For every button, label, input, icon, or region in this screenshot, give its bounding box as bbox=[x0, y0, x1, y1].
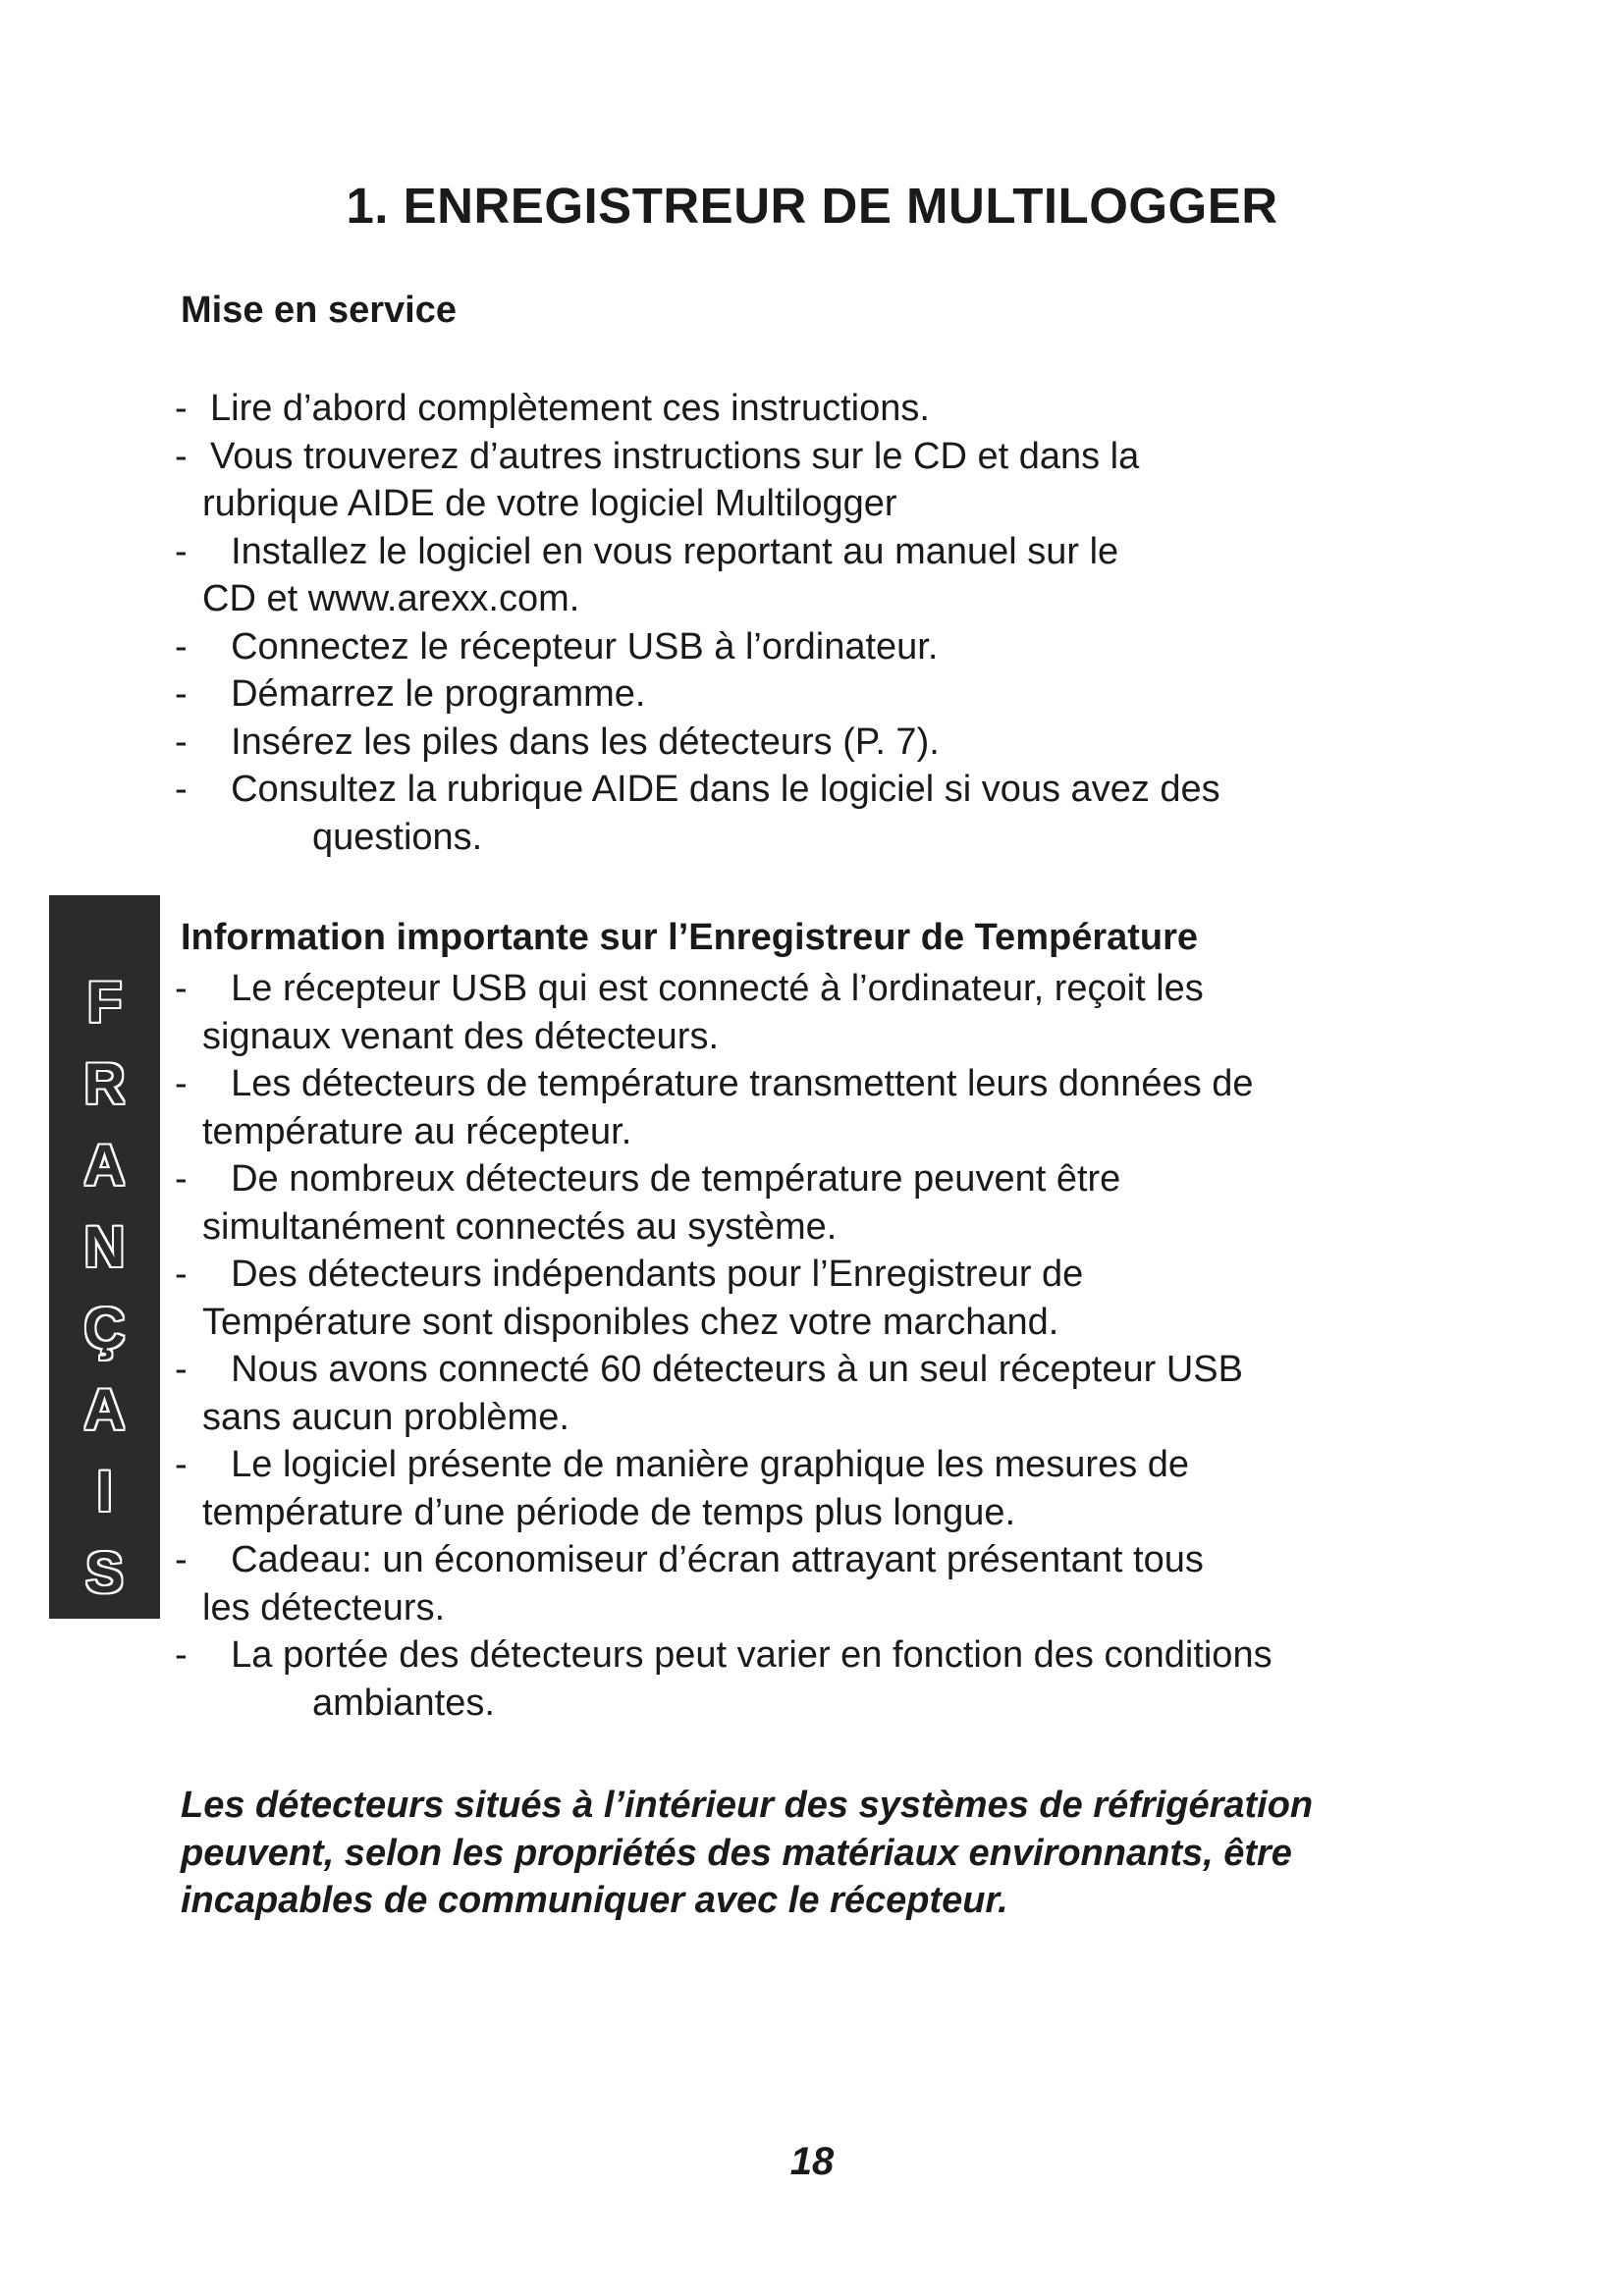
side-tab-letter: A bbox=[83, 1378, 126, 1442]
list-item-continuation: simultanément connectés au système. bbox=[202, 1205, 838, 1248]
list-item-text: De nombreux détecteurs de température peuvent être bbox=[210, 1158, 1121, 1200]
list-item: - Lire d’abord complètement ces instructions. bbox=[175, 385, 1471, 433]
list-item-continuation: ambiantes. bbox=[312, 1682, 495, 1724]
side-tab-letter: R bbox=[83, 1052, 126, 1116]
list-item: - Cadeau: un économiseur d’écran attrayant présentant tous les détecteurs. bbox=[175, 1536, 1471, 1631]
page-number: 18 bbox=[789, 2140, 835, 2183]
side-tab-letters bbox=[49, 962, 160, 1614]
list-item-continuation: température d’une période de temps plus longue. bbox=[202, 1491, 1016, 1533]
side-tab-letter: Ç bbox=[83, 1297, 126, 1361]
list-item: - Connectez le récepteur USB à l’ordinateur. bbox=[175, 623, 1471, 671]
list-item: - Insérez les piles dans les détecteurs (P. 7). bbox=[175, 719, 1471, 767]
list-item-text: Le récepteur USB qui est connecté à l’ordinateur, reçoit les bbox=[210, 968, 1204, 1009]
list-item: - Démarrez le programme. bbox=[175, 670, 1471, 719]
list-item-continuation: Température sont disponibles chez votre marchand. bbox=[202, 1301, 1059, 1343]
side-tab-letter: N bbox=[83, 1215, 126, 1279]
list-item-continuation: les détecteurs. bbox=[202, 1586, 446, 1629]
list-item: - Le récepteur USB qui est connecté à l’ordinateur, reçoit les signaux venant des détecteurs. bbox=[175, 965, 1471, 1060]
list-item-continuation: rubrique AIDE de votre logiciel Multilogger bbox=[202, 483, 897, 524]
mise-en-service-list bbox=[175, 385, 1471, 861]
side-tab-letter: S bbox=[85, 1541, 124, 1605]
list-item: - Les détecteurs de température transmettent leurs données de température au récepteur. bbox=[175, 1060, 1471, 1155]
list-item-text: La portée des détecteurs peut varier en fonction des conditions bbox=[210, 1634, 1272, 1676]
list-item-text: Insérez les piles dans les détecteurs (P. 7). bbox=[210, 721, 940, 763]
refrigeration-warning: Les détecteurs situés à l’intérieur des systèmes de réfrigération peuvent, selon les propriétés des matériaux environnants, être incapables de communiquer avec le récepteur. bbox=[181, 1785, 1314, 1921]
information-list bbox=[175, 965, 1471, 1727]
list-item-text: Connectez le récepteur USB à l’ordinateur. bbox=[210, 625, 939, 667]
list-item-text: Cadeau: un économiseur d’écran attrayant présentant tous bbox=[210, 1539, 1204, 1580]
list-item-continuation: sans aucun problème. bbox=[202, 1396, 569, 1438]
list-item: - Installez le logiciel en vous reportant au manuel sur le CD et www.arexx.com. bbox=[175, 528, 1471, 623]
list-item-text: Des détecteurs indépendants pour l’Enregistreur de bbox=[210, 1254, 1084, 1295]
list-item-continuation: signaux venant des détecteurs. bbox=[202, 1015, 720, 1057]
list-item-continuation: température au récepteur. bbox=[202, 1110, 632, 1152]
list-item: - Vous trouverez d’autres instructions sur le CD et dans la rubrique AIDE de votre logiciel Multilogger bbox=[175, 433, 1471, 528]
side-tab-letter: I bbox=[96, 1460, 113, 1523]
list-item: - Des détecteurs indépendants pour l’Enregistreur de Température sont disponibles chez votre marchand. bbox=[175, 1251, 1471, 1346]
side-tab-letter: F bbox=[86, 971, 123, 1035]
list-item-continuation: CD et www.arexx.com. bbox=[202, 578, 580, 619]
list-item: - De nombreux détecteurs de température peuvent être simultanément connectés au système. bbox=[175, 1155, 1471, 1251]
list-item-text: Le logiciel présente de manière graphique les mesures de bbox=[210, 1444, 1190, 1485]
list-item: - Nous avons connecté 60 détecteurs à un seul récepteur USB sans aucun problème. bbox=[175, 1346, 1471, 1441]
section-heading-mise-en-service: Mise en service bbox=[181, 290, 457, 331]
list-item-text: Vous trouverez d’autres instructions sur le CD et dans la bbox=[210, 435, 1140, 477]
list-item-text: Démarrez le programme. bbox=[210, 673, 646, 715]
list-item-text: Nous avons connecté 60 détecteurs à un seul récepteur USB bbox=[210, 1349, 1243, 1390]
list-item-text: Consultez la rubrique AIDE dans le logiciel si vous avez des bbox=[210, 769, 1220, 810]
list-item-text: Lire d’abord complètement ces instructions. bbox=[210, 388, 930, 429]
list-item: - La portée des détecteurs peut varier en fonction des conditions ambiantes. bbox=[175, 1631, 1471, 1727]
list-item: - Consultez la rubrique AIDE dans le logiciel si vous avez des questions. bbox=[175, 766, 1471, 861]
list-item-text: Installez le logiciel en vous reportant au manuel sur le bbox=[210, 530, 1119, 572]
section-heading-information-importante: Information importante sur l’Enregistreur de Température bbox=[181, 917, 1199, 958]
list-item-text: Les détecteurs de température transmettent leurs données de bbox=[210, 1063, 1254, 1104]
list-item: - Le logiciel présente de manière graphique les mesures de température d’une période de temps plus longue. bbox=[175, 1441, 1471, 1536]
page-title: 1. ENREGISTREUR DE MULTILOGGER bbox=[346, 178, 1278, 234]
list-item-continuation: questions. bbox=[312, 816, 483, 858]
side-tab-letter: A bbox=[83, 1134, 126, 1198]
language-side-tab bbox=[49, 895, 160, 1619]
